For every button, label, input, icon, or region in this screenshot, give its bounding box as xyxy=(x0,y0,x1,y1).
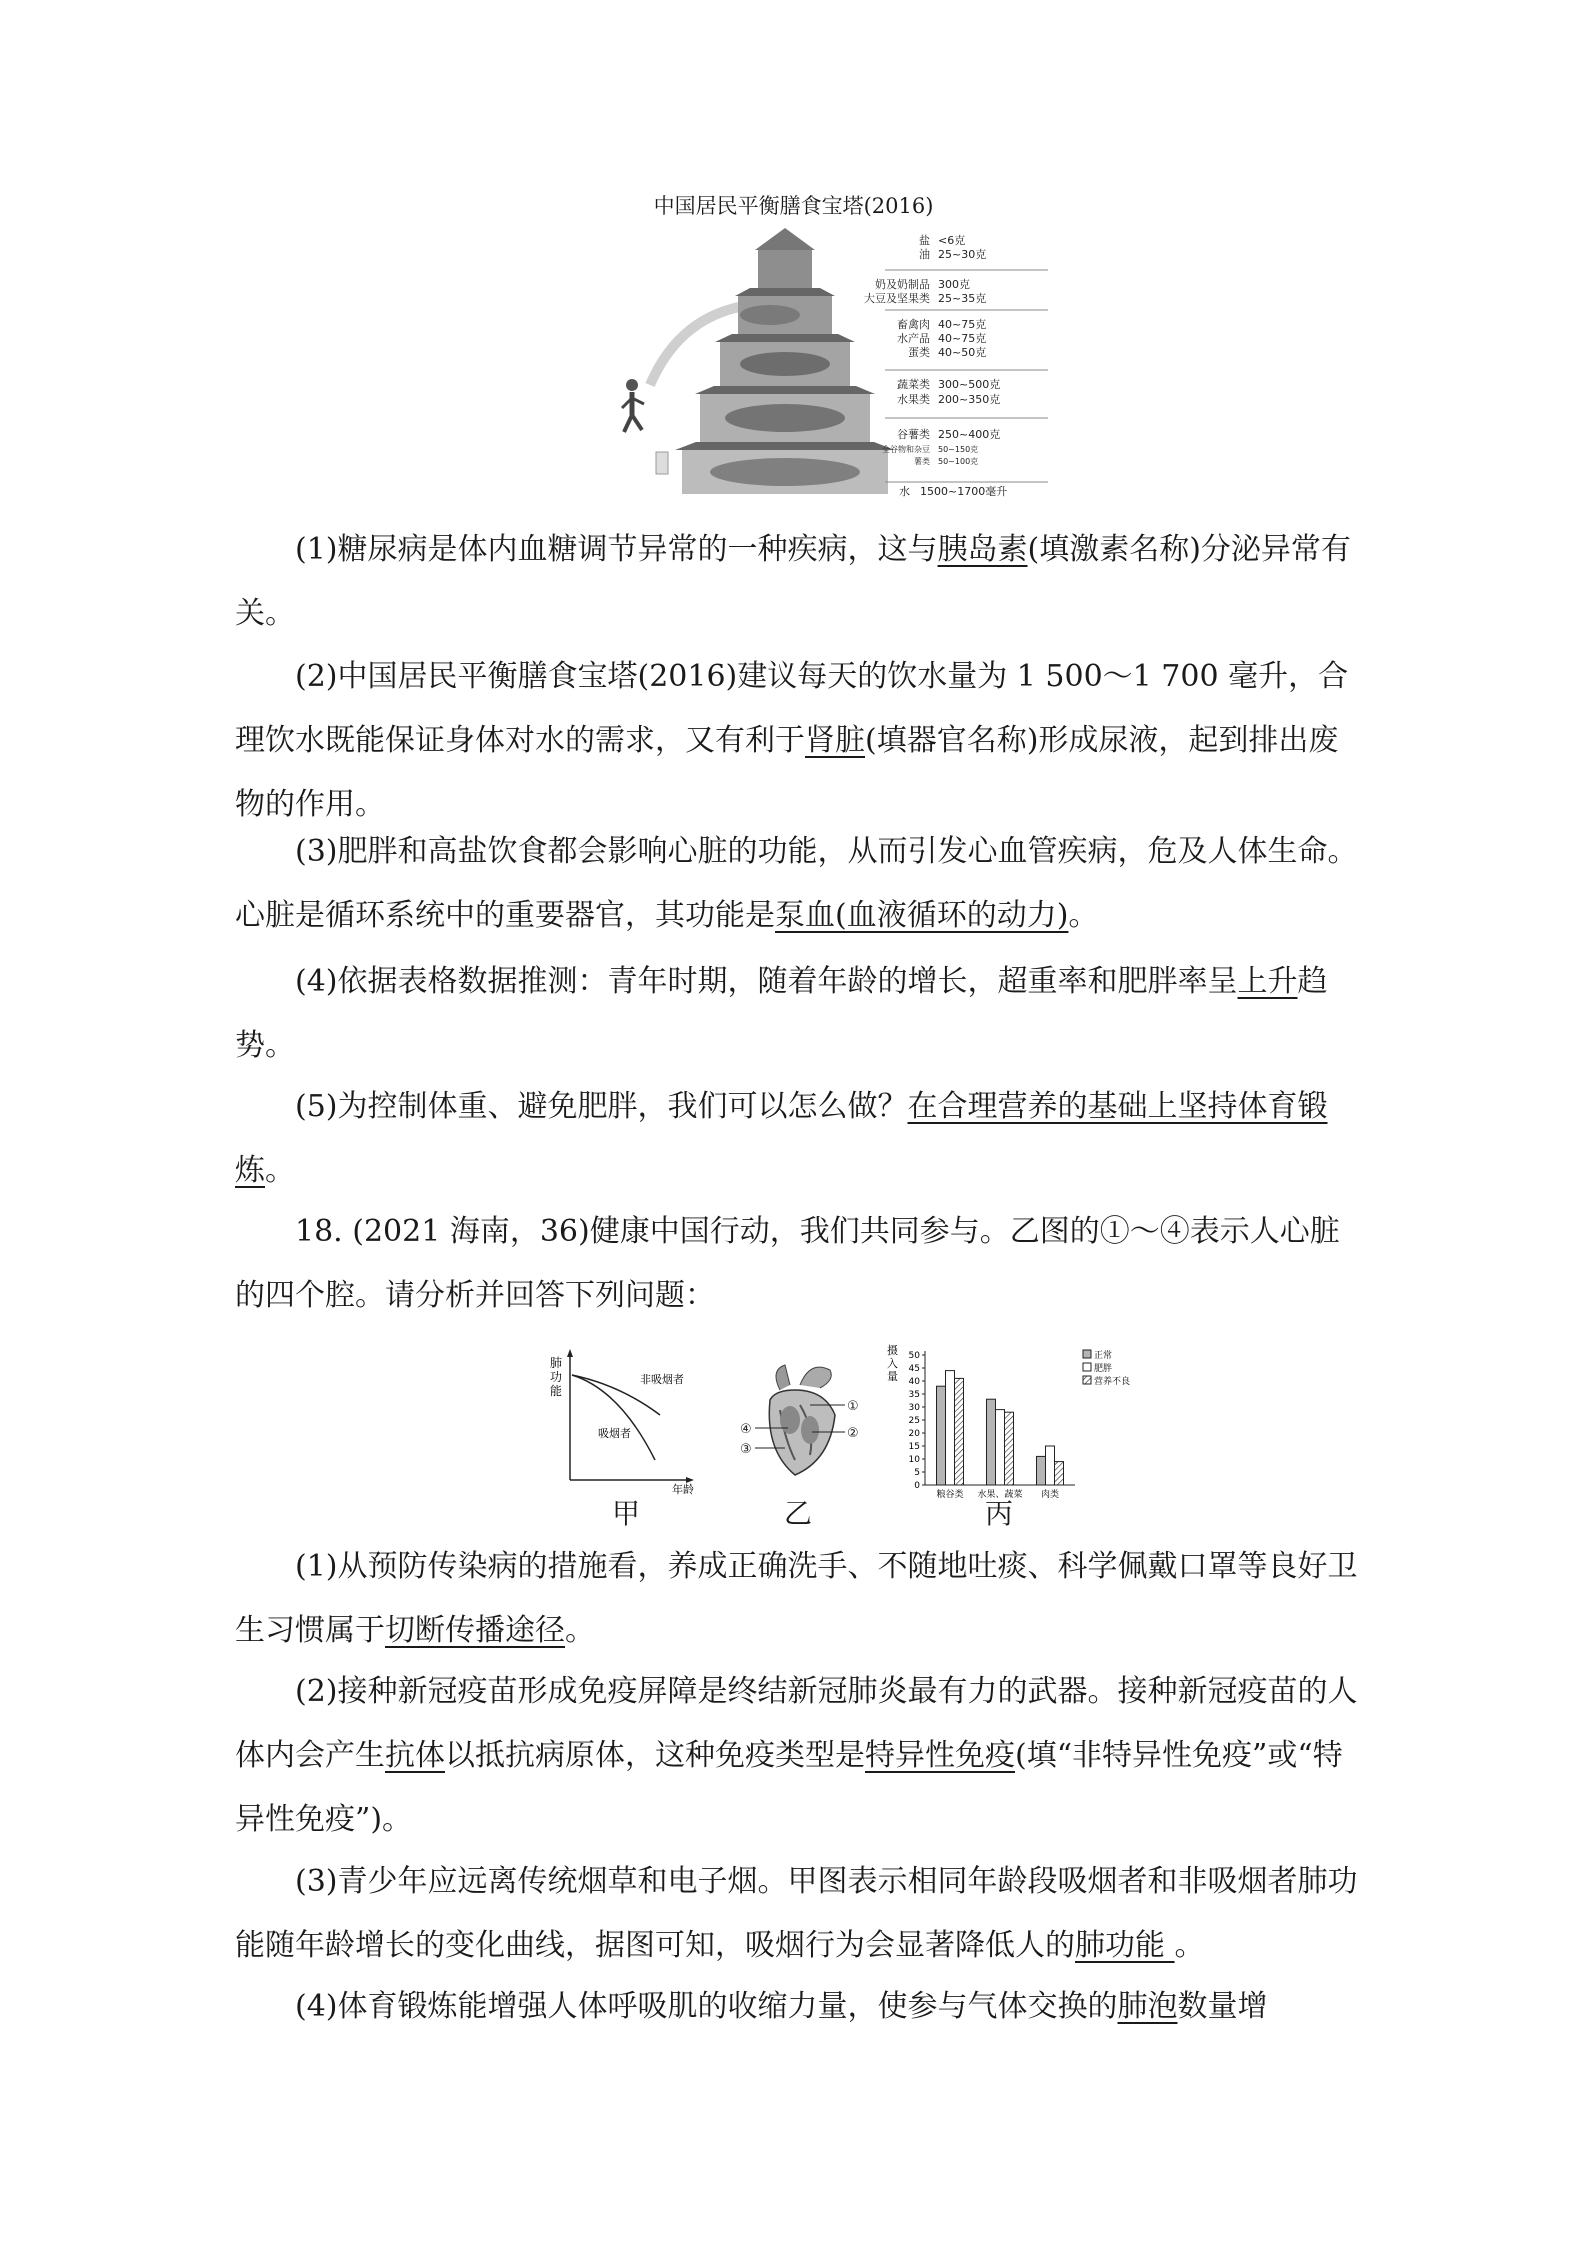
runner-icon xyxy=(622,379,644,432)
chart-y-tick-label: 30 xyxy=(908,1403,920,1413)
caption-bing: 丙 xyxy=(985,1497,1014,1530)
question-text: 。 xyxy=(565,1613,595,1648)
pyramid-item: 盐 xyxy=(919,234,930,247)
q17-part-1: (1)糖尿病是体内血糖调节异常的一种疾病，这与胰岛素(填激素名称)分泌异常有关。 xyxy=(235,532,1351,631)
answer-blank: 上升 xyxy=(1237,964,1298,999)
pyramid-item: 薯类 xyxy=(914,457,930,466)
jia-ylabel-2: 功 xyxy=(550,1370,563,1384)
q18-part-1 xyxy=(235,1535,1360,1663)
q17-part-3: (3)肥胖和高盐饮食都会影响心脏的功能，从而引发心血管疾病，危及人体生命。心脏是循环系统中的重要器官，其功能是泵血(血液循环的动力)。 xyxy=(235,834,1358,933)
chart-y-tick-label: 5 xyxy=(914,1468,920,1478)
chart-y-tick-label: 20 xyxy=(908,1429,920,1439)
smoker-label: 吸烟者 xyxy=(598,1427,631,1440)
q17-part-5: (5)为控制体重、避免肥胖，我们可以怎么做？在合理营养的基础上坚持体育锻炼。 xyxy=(235,1089,1328,1188)
question-text: (2)接种新冠疫苗形成免疫屏障是终结新冠肺炎最有力的武器。接种新冠疫苗的人体内会产生 xyxy=(235,1674,1358,1773)
jia-ylabel-3: 能 xyxy=(550,1384,563,1398)
pyramid-item: 大豆及坚果类 xyxy=(864,292,930,305)
answer-blank: 泵血(血液循环的动力) xyxy=(775,898,1069,933)
nonsmoker-label: 非吸烟者 xyxy=(640,1373,684,1386)
chart-ylabel-2: 入 xyxy=(887,1357,898,1370)
answer-blank: 肺功能 xyxy=(1075,1928,1175,1963)
legend-label: 正常 xyxy=(1094,1351,1113,1361)
pyramid-item: 谷薯类 xyxy=(897,428,930,441)
question-text: (填“非特异性免疫”或“特异性免疫”)。 xyxy=(235,1738,1343,1837)
legend-swatch xyxy=(1083,1350,1091,1358)
pyramid-item: 畜禽肉 xyxy=(897,318,930,331)
chart-y-tick-label: 0 xyxy=(914,1481,920,1491)
pyramid-amount: 40~50克 xyxy=(938,346,987,359)
heart-label-3: ③ xyxy=(740,1442,752,1457)
pyramid-amount: 40~75克 xyxy=(938,318,987,331)
chart-y-tick-label: 25 xyxy=(908,1416,920,1426)
pyramid-item: 全谷物和杂豆 xyxy=(882,445,930,454)
food-pyramid-figure xyxy=(620,220,1050,500)
pyramid-tiers xyxy=(675,228,895,494)
bar xyxy=(1046,1446,1055,1485)
jia-xlabel: 年龄 xyxy=(672,1483,694,1495)
q17-part-2: (2)中国居民平衡膳食宝塔(2016)建议每天的饮水量为 1 500～1 700 毫升，合理饮水既能保证身体对水的需求，又有利于肾脏(填器官名称)形成尿液，起到排出废物的作用。 xyxy=(235,659,1349,822)
bar xyxy=(987,1399,996,1485)
pyramid-item: 水果类 xyxy=(897,393,930,406)
chart-y-tick-label: 50 xyxy=(908,1351,920,1361)
bar xyxy=(955,1378,964,1485)
pyramid-amount: 25~35克 xyxy=(938,292,987,305)
heart-illustration xyxy=(769,1365,835,1475)
pyramid-amount: 300克 xyxy=(938,278,970,291)
answer-blank: 切断传播途径 xyxy=(385,1613,565,1648)
q18-part-2 xyxy=(235,1660,1360,1852)
q18-stem: 18. (2021 海南，36)健康中国行动，我们共同参与。乙图的①～④表示人心脏的四个腔。请分析并回答下列问题： xyxy=(235,1214,1340,1313)
answer-blank: 抗体 xyxy=(385,1738,445,1773)
heart-label-4: ④ xyxy=(740,1422,752,1437)
chart-category-label: 肉类 xyxy=(1040,1490,1060,1500)
figure-bing-chart xyxy=(885,1340,1195,1500)
jia-ylabel-1: 肺 xyxy=(550,1356,563,1370)
answer-blank: 肾脏 xyxy=(805,723,865,758)
answer-blank: 在合理营养的基础上坚持体育锻炼 xyxy=(235,1089,1328,1188)
legend-swatch xyxy=(1083,1376,1091,1384)
figure-jia xyxy=(540,1345,710,1495)
question-text: (4)体育锻炼能增强人体呼吸肌的收缩力量，使参与气体交换的 xyxy=(295,1989,1118,2024)
caption-yi: 乙 xyxy=(784,1497,813,1530)
question-text: (1)从预防传染病的措施看，养成正确洗手、不随地吐痰、科学佩戴口罩等良好卫生习惯属于 xyxy=(235,1549,1358,1648)
chart-y-tick-label: 35 xyxy=(908,1390,920,1400)
legend-label: 营养不良 xyxy=(1094,1377,1131,1387)
q18-part-3 xyxy=(235,1850,1360,1978)
pyramid-item: 蔬菜类 xyxy=(897,378,930,391)
chart-category-label: 粮谷类 xyxy=(936,1490,964,1500)
answer-blank: 胰岛素 xyxy=(937,532,1028,567)
bar xyxy=(1055,1462,1064,1485)
caption-jia: 甲 xyxy=(612,1497,641,1530)
pyramid-item: 水 xyxy=(899,485,910,498)
pyramid-amount: 200~350克 xyxy=(938,393,1001,406)
pyramid-amount: 250~400克 xyxy=(938,428,1001,441)
bar xyxy=(1005,1412,1014,1485)
answer-blank: 肺泡 xyxy=(1117,1989,1178,2024)
figure-yi xyxy=(740,1360,870,1485)
pyramid-amount: 40~75克 xyxy=(938,332,987,345)
chart-ylabel-1: 摄 xyxy=(887,1344,898,1357)
legend-label: 肥胖 xyxy=(1094,1364,1113,1374)
chart-y-tick-label: 45 xyxy=(908,1364,920,1374)
pyramid-amount: 25~30克 xyxy=(938,248,987,261)
chart-ylabel-3: 量 xyxy=(887,1370,898,1383)
bar xyxy=(937,1386,946,1485)
heart-label-1: ① xyxy=(847,1399,859,1414)
legend-swatch xyxy=(1083,1363,1091,1371)
question-text: 数量增 xyxy=(1177,1989,1268,2024)
pyramid-amount: 300~500克 xyxy=(938,378,1001,391)
q17-part-4: (4)依据表格数据推测：青年时期，随着年龄的增长，超重率和肥胖率呈上升趋势。 xyxy=(235,964,1328,1063)
q18-part-4 xyxy=(235,1975,1360,2039)
pyramid-item: 油 xyxy=(919,248,930,261)
pyramid-item: 蛋类 xyxy=(908,346,930,359)
bar xyxy=(1037,1456,1046,1485)
chart-category-label: 水果、蔬菜 xyxy=(977,1490,1023,1500)
chart-y-tick-label: 10 xyxy=(908,1455,920,1465)
water-glass-icon xyxy=(656,452,668,474)
pyramid-item: 奶及奶制品 xyxy=(875,278,930,291)
pyramid-item: 水产品 xyxy=(897,332,930,345)
chart-y-tick-label: 40 xyxy=(908,1377,920,1387)
answer-blank: 特异性免疫 xyxy=(865,1738,1015,1773)
pyramid-amount: 50~150克 xyxy=(938,445,979,454)
pyramid-amount: 50~100克 xyxy=(938,457,979,466)
heart-label-2: ② xyxy=(847,1426,859,1441)
question-text: 以抵抗病原体，这种免疫类型是 xyxy=(445,1738,865,1773)
pyramid-amount: 1500~1700毫升 xyxy=(920,485,1008,498)
pyramid-amount: <6克 xyxy=(938,234,966,247)
question-text: (3)青少年应远离传统烟草和电子烟。甲图表示相同年龄段吸烟者和非吸烟者肺功能随年龄增长的变化曲线，据图可知，吸烟行为会显著降低人的 xyxy=(235,1864,1358,1963)
question-text: 。 xyxy=(1174,1928,1205,1963)
bar xyxy=(996,1410,1005,1485)
bar xyxy=(946,1371,955,1485)
pyramid-title: 中国居民平衡膳食宝塔(2016) xyxy=(653,194,934,218)
chart-y-tick-label: 15 xyxy=(908,1442,920,1452)
